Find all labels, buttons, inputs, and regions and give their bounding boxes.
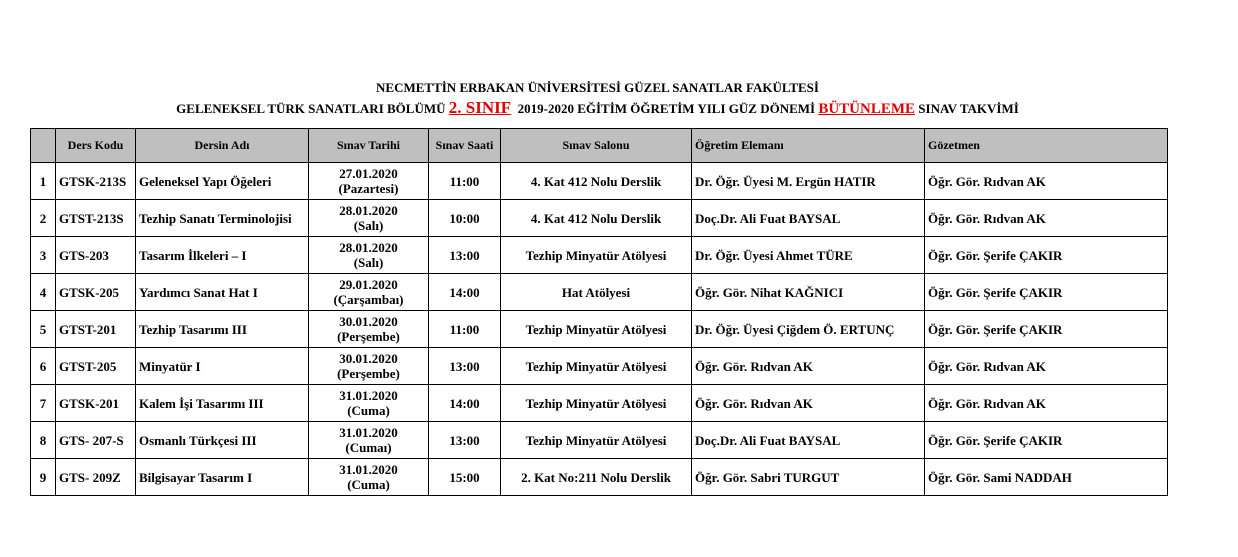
table-row	[31, 274, 1168, 311]
course-code-cell	[56, 348, 136, 385]
exam-time-cell	[429, 237, 501, 274]
proctor: Öğr. Gör. Şerife ÇAKIR	[928, 321, 1063, 337]
exam-room-cell	[501, 237, 692, 274]
course-name-cell	[136, 385, 309, 422]
col-header-name: Dersin Adı	[136, 129, 309, 163]
instructor-cell	[692, 348, 925, 385]
course-code: GTSK-201	[59, 395, 119, 411]
row-number: 1	[39, 173, 47, 189]
proctor: Öğr. Gör. Rıdvan AK	[928, 358, 1046, 374]
col-header-room: Sınav Salonu	[501, 129, 692, 163]
exam-room-cell	[501, 348, 692, 385]
exam-time-cell	[429, 274, 501, 311]
row-number: 9	[39, 469, 47, 485]
course-name-cell	[136, 200, 309, 237]
exam-time-cell	[429, 311, 501, 348]
course-code: GTST-213S	[59, 210, 124, 226]
proctor: Öğr. Gör. Şerife ÇAKIR	[928, 247, 1063, 263]
proctor: Öğr. Gör. Şerife ÇAKIR	[928, 284, 1063, 300]
exam-date-cell	[309, 459, 429, 496]
course-code-cell	[56, 163, 136, 200]
instructor: Doç.Dr. Ali Fuat BAYSAL	[695, 432, 841, 448]
row-number-cell	[31, 163, 56, 200]
course-name: Tezhip Tasarımı III	[139, 321, 247, 337]
course-name-cell	[136, 348, 309, 385]
col-header-date: Sınav Tarihi	[309, 129, 429, 163]
course-name: Tezhip Sanatı Terminolojisi	[139, 210, 292, 226]
row-number-cell	[31, 459, 56, 496]
proctor: Öğr. Gör. Sami NADDAH	[928, 469, 1072, 485]
exam-type: BÜTÜNLEME	[818, 101, 916, 117]
exam-date-cell	[309, 348, 429, 385]
exam-date: 31.01.2020	[339, 462, 398, 477]
course-code-cell	[56, 274, 136, 311]
course-code: GTS- 209Z	[59, 469, 121, 485]
course-name: Kalem İşi Tasarımı III	[139, 395, 264, 411]
row-number: 5	[39, 321, 47, 337]
instructor: Dr. Öğr. Üyesi M. Ergün HATIR	[695, 173, 876, 189]
class-level: 2. SINIF	[448, 98, 512, 117]
exam-date-cell	[309, 311, 429, 348]
exam-room-cell	[501, 459, 692, 496]
exam-time-cell	[429, 422, 501, 459]
table-row	[31, 422, 1168, 459]
row-number: 7	[39, 395, 47, 411]
instructor-cell	[692, 200, 925, 237]
exam-room: Tezhip Minyatür Atölyesi	[525, 358, 667, 374]
course-code: GTS- 207-S	[59, 432, 124, 448]
row-number: 3	[39, 247, 47, 263]
table-row	[31, 163, 1168, 200]
exam-date: 29.01.2020	[339, 277, 398, 292]
col-header-time: Sınav Saati	[429, 129, 501, 163]
course-code: GTSK-213S	[59, 173, 127, 189]
course-name-cell	[136, 422, 309, 459]
proctor-cell	[925, 422, 1168, 459]
exam-room-cell	[501, 274, 692, 311]
exam-time: 15:00	[449, 469, 480, 485]
course-code: GTSK-205	[59, 284, 119, 300]
exam-day: (Cumaı)	[345, 440, 392, 455]
row-number-cell	[31, 385, 56, 422]
table-row	[31, 459, 1168, 496]
instructor: Doç.Dr. Ali Fuat BAYSAL	[695, 210, 841, 226]
instructor-cell	[692, 459, 925, 496]
proctor-cell	[925, 311, 1168, 348]
course-code-cell	[56, 385, 136, 422]
row-number-cell	[31, 348, 56, 385]
instructor-cell	[692, 274, 925, 311]
schedule-label: SINAV TAKVİMİ	[918, 101, 1019, 116]
row-number-cell	[31, 422, 56, 459]
exam-date: 28.01.2020	[339, 203, 398, 218]
table-header-row	[31, 129, 1168, 163]
exam-day: (Perşembe)	[337, 329, 400, 344]
col-header-proctor: Gözetmen	[925, 129, 1168, 163]
exam-day: (Pazartesi)	[338, 181, 399, 196]
course-name-cell	[136, 237, 309, 274]
row-number: 4	[39, 284, 47, 300]
course-name: Bilgisayar Tasarım I	[139, 469, 253, 485]
exam-time: 14:00	[449, 284, 480, 300]
course-name: Geleneksel Yapı Öğeleri	[139, 173, 272, 189]
course-code-cell	[56, 422, 136, 459]
instructor-cell	[692, 385, 925, 422]
exam-date: 31.01.2020	[339, 388, 398, 403]
academic-term: 2019-2020 EĞİTİM ÖĞRETİM YILI GÜZ DÖNEMİ	[517, 101, 816, 116]
row-number-cell	[31, 200, 56, 237]
exam-date-cell	[309, 274, 429, 311]
proctor: Öğr. Gör. Rıdvan AK	[928, 210, 1046, 226]
instructor: Öğr. Gör. Rıdvan AK	[695, 358, 813, 374]
proctor-cell	[925, 237, 1168, 274]
col-header-code: Ders Kodu	[56, 129, 136, 163]
instructor: Öğr. Gör. Sabri TURGUT	[695, 469, 840, 485]
exam-time-cell	[429, 385, 501, 422]
exam-room: Tezhip Minyatür Atölyesi	[525, 247, 667, 263]
course-name: Minyatür I	[139, 358, 201, 374]
instructor: Öğr. Gör. Nihat KAĞNICI	[695, 284, 844, 300]
exam-date: 30.01.2020	[339, 351, 398, 366]
exam-room-cell	[501, 311, 692, 348]
exam-day: (Salı)	[353, 218, 384, 233]
row-number-cell	[31, 311, 56, 348]
exam-time: 13:00	[449, 247, 480, 263]
exam-date-cell	[309, 422, 429, 459]
exam-time-cell	[429, 348, 501, 385]
exam-room: 4. Kat 412 Nolu Derslik	[530, 210, 662, 226]
course-code-cell	[56, 237, 136, 274]
exam-date-cell	[309, 385, 429, 422]
row-number: 6	[39, 358, 47, 374]
course-name: Tasarım İlkeleri – I	[139, 247, 247, 263]
exam-room-cell	[501, 422, 692, 459]
exam-date: 28.01.2020	[339, 240, 398, 255]
table-row	[31, 311, 1168, 348]
course-name-cell	[136, 311, 309, 348]
exam-room-cell	[501, 163, 692, 200]
proctor-cell	[925, 163, 1168, 200]
schedule-title	[0, 98, 1195, 119]
department-name: GELENEKSEL TÜRK SANATLARI BÖLÜMÜ	[176, 101, 446, 116]
course-code: GTST-205	[59, 358, 117, 374]
exam-date-cell	[309, 200, 429, 237]
course-name: Osmanlı Türkçesi III	[139, 432, 257, 448]
exam-time: 13:00	[449, 432, 480, 448]
exam-date: 31.01.2020	[339, 425, 398, 440]
course-code-cell	[56, 200, 136, 237]
course-name-cell	[136, 459, 309, 496]
proctor-cell	[925, 459, 1168, 496]
exam-room: Tezhip Minyatür Atölyesi	[525, 395, 667, 411]
row-number: 8	[39, 432, 47, 448]
instructor: Dr. Öğr. Üyesi Çiğdem Ö. ERTUNÇ	[695, 321, 895, 337]
exam-time: 13:00	[449, 358, 480, 374]
exam-room: 2. Kat No:211 Nolu Derslik	[521, 469, 671, 485]
instructor-cell	[692, 163, 925, 200]
exam-time: 14:00	[449, 395, 480, 411]
course-code: GTST-201	[59, 321, 117, 337]
col-header-teacher: Öğretim Elemanı	[692, 129, 925, 163]
instructor: Öğr. Gör. Rıdvan AK	[695, 395, 813, 411]
exam-schedule-table	[30, 128, 1168, 496]
proctor-cell	[925, 385, 1168, 422]
exam-time: 11:00	[449, 173, 480, 189]
table-row	[31, 237, 1168, 274]
exam-room: Tezhip Minyatür Atölyesi	[525, 321, 667, 337]
exam-day: (Cuma)	[347, 403, 390, 418]
faculty-title: NECMETTİN ERBAKAN ÜNİVERSİTESİ GÜZEL SANATLAR FAKÜLTESİ	[376, 80, 819, 95]
instructor-cell	[692, 311, 925, 348]
exam-room-cell	[501, 200, 692, 237]
course-code-cell	[56, 459, 136, 496]
exam-date-cell	[309, 237, 429, 274]
table-row	[31, 348, 1168, 385]
exam-time: 11:00	[449, 321, 480, 337]
document-header	[0, 78, 1195, 119]
exam-date: 27.01.2020	[339, 166, 398, 181]
instructor: Dr. Öğr. Üyesi Ahmet TÜRE	[695, 247, 853, 263]
proctor: Öğr. Gör. Rıdvan AK	[928, 173, 1046, 189]
exam-room: Tezhip Minyatür Atölyesi	[525, 432, 667, 448]
exam-time-cell	[429, 163, 501, 200]
course-name: Yardımcı Sanat Hat I	[139, 284, 258, 300]
course-name-cell	[136, 163, 309, 200]
course-code-cell	[56, 311, 136, 348]
exam-day: (Perşembe)	[337, 366, 400, 381]
exam-room-cell	[501, 385, 692, 422]
row-number-cell	[31, 237, 56, 274]
proctor-cell	[925, 348, 1168, 385]
exam-room: 4. Kat 412 Nolu Derslik	[530, 173, 662, 189]
instructor-cell	[692, 422, 925, 459]
table-row	[31, 385, 1168, 422]
proctor: Öğr. Gör. Rıdvan AK	[928, 395, 1046, 411]
row-number-cell	[31, 274, 56, 311]
col-header-no	[31, 129, 56, 163]
course-name-cell	[136, 274, 309, 311]
proctor: Öğr. Gör. Şerife ÇAKIR	[928, 432, 1063, 448]
exam-time-cell	[429, 459, 501, 496]
course-code: GTS-203	[59, 247, 109, 263]
proctor-cell	[925, 200, 1168, 237]
exam-day: (Çarşambaı)	[333, 292, 404, 307]
exam-day: (Salı)	[353, 255, 384, 270]
proctor-cell	[925, 274, 1168, 311]
table-row	[31, 200, 1168, 237]
exam-date: 30.01.2020	[339, 314, 398, 329]
exam-time-cell	[429, 200, 501, 237]
exam-room: Hat Atölyesi	[561, 284, 631, 300]
instructor-cell	[692, 237, 925, 274]
exam-date-cell	[309, 163, 429, 200]
row-number: 2	[39, 210, 47, 226]
exam-time: 10:00	[449, 210, 480, 226]
exam-day: (Cuma)	[347, 477, 390, 492]
